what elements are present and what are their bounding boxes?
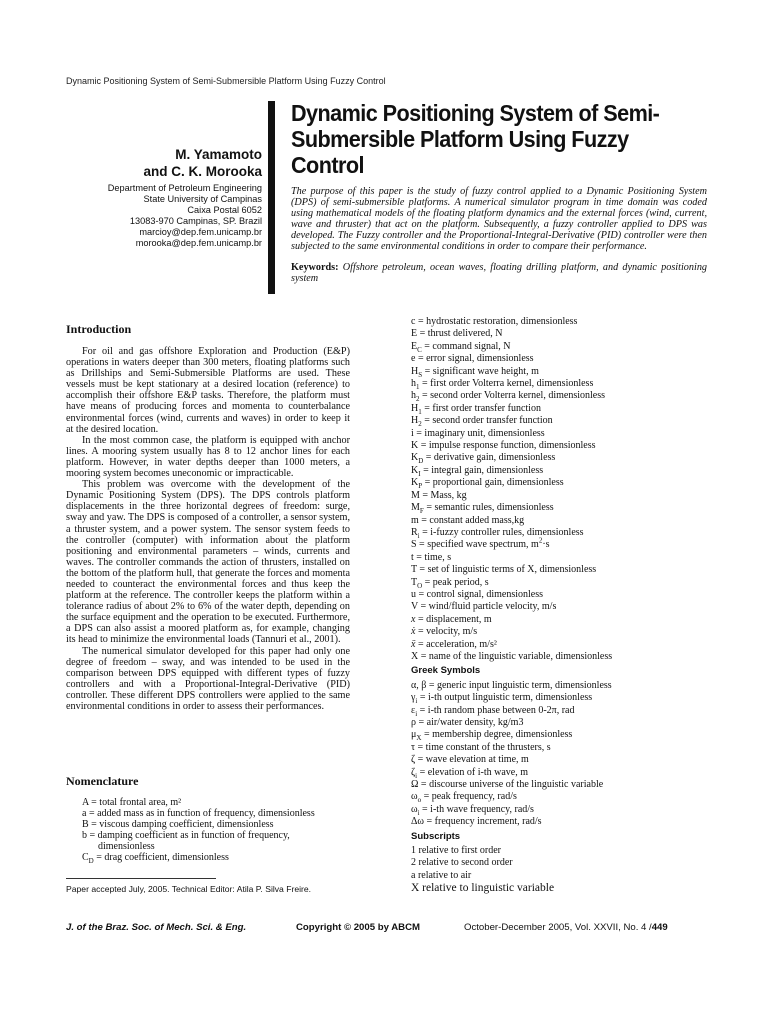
footnote-rule: [66, 878, 216, 879]
symbol-item: $R_i$ = i-fuzzy controller rules, dimensionless: [411, 526, 584, 540]
symbol-item: K = impulse response function, dimensionless: [411, 440, 596, 452]
subscript-item: 2 relative to second order: [411, 857, 513, 869]
affiliation-line: State University of Campinas: [143, 194, 262, 204]
affiliation: [66, 183, 262, 249]
subscript-item: X relative to linguistic variable: [411, 882, 555, 895]
subscripts-heading: Subscripts: [411, 830, 461, 842]
introduction-body: [66, 346, 350, 712]
greek-item: Ω = discourse universe of the linguistic variable: [411, 779, 604, 791]
symbol-item: u = control signal, dimensionless: [411, 588, 544, 600]
nomenclature-item: $C_D$ = drag coefficient, dimensionless: [82, 852, 229, 866]
affiliation-line: Caixa Postal 6052: [187, 205, 262, 215]
greek-item: Δω = frequency increment, rad/s: [411, 816, 542, 828]
greek-symbols-heading: Greek Symbols: [411, 665, 481, 677]
greek-item: $\omega_i = i-th$ wave frequency, rad/s: [411, 803, 534, 817]
affiliation-line: Department of Petroleum Engineering: [107, 183, 262, 193]
nomenclature-heading: Nomenclature: [66, 774, 139, 788]
footer-issue: October-December 2005, Vol. XXVII, No. 4 /449: [464, 922, 668, 933]
greek-item: $\omega_o$ = peak frequency, rad/s: [411, 791, 517, 805]
greek-item: $\gamma_i = i-th$ output linguistic term, dimensionless: [411, 692, 593, 706]
symbol-item: $M_F$ = semantic rules, dimensionless: [411, 502, 554, 516]
greek-item: ζ = wave elevation at time, m: [411, 754, 529, 766]
symbol-item: e = error signal, dimensionless: [411, 353, 534, 365]
greek-item: ρ = air/water density, kg/m3: [411, 717, 524, 728]
symbol-item: S = specified wave spectrum, $m^2\cdot s$: [411, 536, 550, 551]
nomenclature-item: b = damping coefficient as in function of frequency,: [82, 830, 290, 842]
paper-title: Dynamic Positioning System of Semi-Submersible Platform Using Fuzzy Control: [291, 100, 660, 178]
introduction-heading: Introduction: [66, 322, 132, 336]
author-block: [66, 146, 262, 249]
nomenclature-item: B = viscous damping coefficient, dimensionless: [82, 819, 274, 831]
symbol-item: T = set of linguistic terms of X, dimensionless: [411, 564, 597, 576]
subscript-item: 1 relative to first order: [411, 845, 501, 857]
greek-item: α, β = generic input linguistic term, dimensionless: [411, 679, 612, 691]
subscript-item: a relative to air: [411, 869, 472, 881]
symbol-item: M = Mass, kg: [411, 489, 467, 501]
paragraph: For oil and gas offshore Exploration and Production (E&P) operations in waters deeper than 300 meters, floating platforms such as Drillships and Semi-Submersible Platforms are used. These vessels must be kept stationary at a desired location (reference) to accomplish their offshore E&P tasks. Therefore, the platform must have means of producing forces and momenta to counterbalance environmental forces (wind, currents and waves) in order to keep it at the desired location.: [66, 346, 350, 435]
symbol-item: $K_D$ = derivative gain, dimensionless: [411, 452, 556, 466]
footer-copyright: Copyright © 2005 by ABCM: [296, 922, 420, 933]
paragraph: This problem was overcome with the development of the Dynamic Positioning System (DPS). The DPS controls platform displacements in the three horizontal degrees of freedom: surge, sway and yaw. The DPS is composed of a controller, a sensor system, a thruster system, and a power system. The sensor system feeds to the controller (computer) with information about the platform positioning and environmental parameters – winds, currents and waves. The controller commands the action of thrusters, installed on the bottom of the platform hull, that generate the forces and momenta needed to counteract the environmental forces and thus keep the platform at the reference. The controller keeps the platform within a tolerance radius of about 2% to 6% of the water depth, depending on the surface equipment and the operation to be executed. Furthermore, a DPS can also assist a moored platform as, for example, changing its head to minimize the environmental loads (Tannuri et al., 2001).: [66, 479, 350, 646]
symbol-list: [411, 316, 711, 895]
nomenclature-list: [82, 797, 352, 864]
nomenclature-item: a = added mass as in function of frequency, dimensionless: [82, 808, 315, 820]
symbol-item: $K_I$ = integral gain, dimensionless: [411, 464, 544, 478]
greek-item: τ = time constant of the thrusters, s: [411, 741, 551, 753]
symbol-item: $H_2$ = second order transfer function: [411, 415, 553, 429]
symbol-item: x = displacement, m: [411, 613, 492, 625]
symbol-item: E = thrust delivered, N: [411, 328, 503, 340]
symbol-item: X = name of the linguistic variable, dimensionless: [411, 650, 613, 662]
running-header: Dynamic Positioning System of Semi-Submersible Platform Using Fuzzy Control: [66, 76, 386, 86]
paragraph: The numerical simulator developed for this paper had only one degree of freedom – sway, and was intended to be used in the comparison between DPS equipped with different types of fuzzy controllers and with a Proportional-Integral-Derivative (PID) controller. These different DPS controllers were applied to the same environmental conditions in order to assess their performances.: [66, 645, 350, 712]
symbol-item: ẍ = acceleration, m/s²: [411, 638, 497, 650]
paragraph: In the most common case, the platform is equipped with anchor lines. A mooring system usually has 8 to 12 anchor lines for each platform. However, in water depths deeper than 1000 meters, a mooring system becomes uneconomic or impracticable.: [66, 434, 350, 480]
symbol-item: $T_O$ = peak period, s: [411, 576, 489, 590]
nomenclature-item: A = total frontal area, m²: [82, 797, 182, 808]
symbol-item: $H_1$ = first order transfer function: [411, 402, 541, 416]
greek-item: $\mu_X$ = membership degree, dimensionless: [411, 729, 573, 743]
symbol-item: c = hydrostatic restoration, dimensionless: [411, 316, 578, 327]
title-divider-bar: [268, 101, 275, 294]
keywords-text: Offshore petroleum, ocean waves, floating drilling platform, and dynamic positioning system: [291, 262, 708, 285]
abstract: The purpose of this paper is the study of fuzzy control applied to a Dynamic Positioning System (DPS) of semi-submersible platforms. A numerical simulator program in time domain was coded using mathematical models of the floating platform dynamics and the external forces (wind, current, wave and thruster) that act on the platform. Subsequently, a fuzzy controller applied to DPS was developed. The Fuzzy controller and the Proportional-Integral-Derivative (PID) controller were then subjected to the same environmental conditions in order to compare their performance.: [291, 186, 707, 253]
author-email[interactable]: morooka@dep.fem.unicamp.br: [135, 238, 262, 248]
symbol-item: $K_P$ = proportional gain, dimensionless: [411, 477, 564, 491]
page-number: 449: [651, 922, 668, 933]
author-email[interactable]: marcioy@dep.fem.unicamp.br: [139, 227, 262, 237]
symbol-item: $E_C$ = command signal, N: [411, 340, 511, 354]
greek-item: $\zeta_i$ = elevation of i-th wave, m: [411, 766, 528, 780]
symbol-item: i = imaginary unit, dimensionless: [411, 427, 545, 439]
symbol-item: ẋ = velocity, m/s: [411, 626, 478, 638]
author-line-1: M. Yamamoto: [175, 147, 262, 162]
symbol-item: $h_1$ = first order Volterra kernel, dimensionless: [411, 378, 594, 392]
footer-journal: J. of the Braz. Soc. of Mech. Sci. & Eng.: [66, 922, 247, 933]
keywords: [291, 262, 707, 284]
keywords-label: Keywords:: [291, 262, 339, 273]
symbol-item: $H_S$ = significant wave height, m: [411, 365, 539, 379]
symbol-item: t = time, s: [411, 551, 452, 563]
affiliation-line: 13083-970 Campinas, SP. Brazil: [129, 216, 262, 226]
symbol-item: V = wind/fluid particle velocity, m/s: [411, 601, 557, 613]
greek-item: $\varepsilon_i = i-th$ random phase between 0-2π, rad: [411, 704, 575, 718]
symbol-item: m = constant added mass,kg: [411, 514, 525, 526]
footnote: Paper accepted July, 2005. Technical Editor: Atila P. Silva Freire.: [66, 884, 312, 894]
symbol-item: $h_2$ = second order Volterra kernel, dimensionless: [411, 390, 606, 404]
nomenclature-item-continuation: dimensionless: [98, 841, 155, 853]
author-line-2: and C. K. Morooka: [143, 164, 262, 179]
